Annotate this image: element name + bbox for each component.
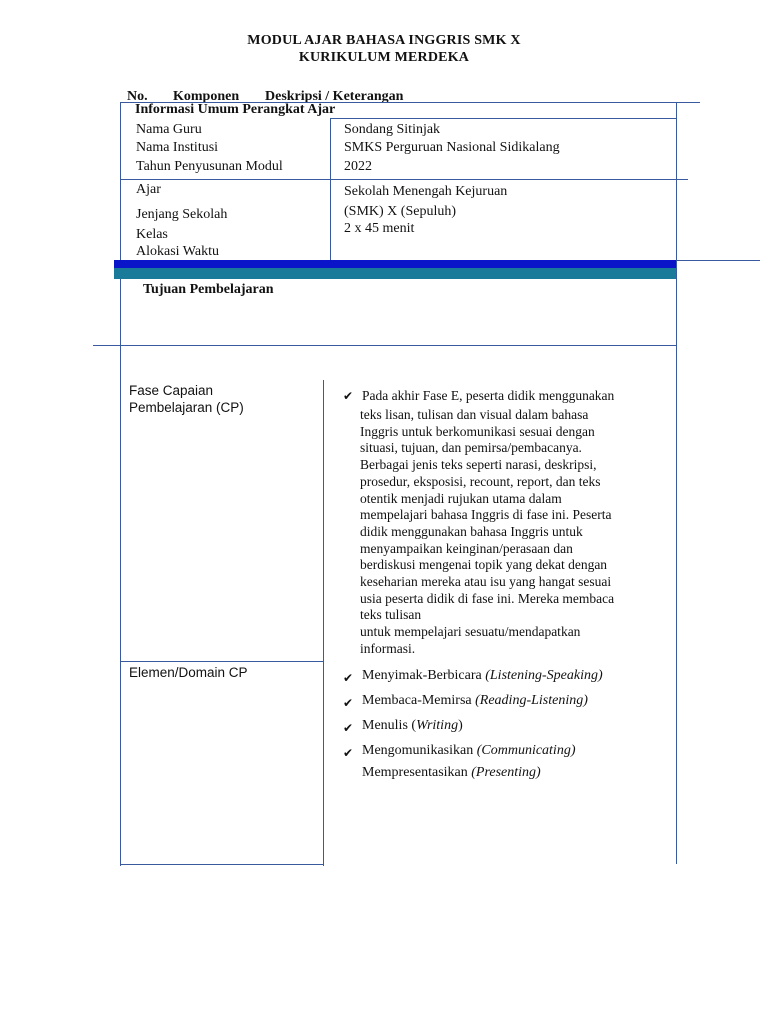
fase-cp-label-line1: Fase Capaian [129, 383, 214, 398]
cp-line: Inggris untuk berkomunikasi sesuai dengan [360, 423, 595, 439]
checkmark-icon: ✔ [343, 696, 354, 710]
elemen-item-english: (Listening-Speaking) [485, 668, 603, 683]
info-value-sekolah: Sekolah Menengah Kejuruan [344, 184, 508, 199]
cp-line: teks lisan, tulisan dan visual dalam bahasa [360, 407, 589, 422]
rule-cp-bottom [120, 661, 323, 662]
header-no: No. [127, 89, 148, 104]
elemen-item-extra [362, 765, 541, 781]
elemen-item-english: (Communicating) [476, 743, 576, 758]
info-value-tahun: 2022 [344, 159, 372, 174]
section-info-heading: Informasi Umum Perangkat Ajar [135, 102, 336, 117]
divider-cp [323, 380, 324, 866]
elemen-item-suffix: ) [458, 718, 463, 733]
rule-tujuan-bottom [93, 345, 676, 346]
border-right [676, 102, 677, 864]
elemen-item [362, 743, 575, 759]
elemen-item [362, 693, 588, 709]
cp-line: mempelajari bahasa Inggris di fase ini. Peserta [360, 507, 612, 523]
divider-info [330, 118, 331, 268]
elemen-item-text: Menyimak-Berbicara [362, 668, 486, 683]
rule-table-bottom [120, 864, 323, 865]
section-tujuan-heading: Tujuan Pembelajaran [143, 282, 274, 297]
elemen-item [362, 668, 603, 684]
rule-info-value-top [330, 118, 676, 119]
info-label-kelas: Kelas [136, 227, 168, 242]
info-value-nama-guru: Sondang Sitinjak [344, 122, 441, 137]
cp-line: Berbagai jenis teks seperti narasi, deskripsi, [360, 457, 597, 473]
document-title: MODUL AJAR BAHASA INGGRIS SMK X [247, 33, 521, 48]
cp-line: situasi, tujuan, dan pemirsa/pembacanya. [360, 440, 582, 456]
elemen-item-text: Menulis ( [362, 718, 417, 733]
rule-right-stub [676, 260, 760, 261]
fase-cp-label-line2: Pembelajaran (CP) [129, 400, 244, 415]
border-left [120, 102, 121, 866]
cp-line: berdiskusi mengenai topik yang dekat dengan [360, 557, 608, 573]
elemen-item-text: Membaca-Memirsa [362, 693, 476, 708]
elemen-item-english: (Reading-Listening) [475, 693, 588, 708]
cp-line: otentik menjadi rujukan utama dalam [360, 490, 562, 506]
document-subtitle: KURIKULUM MERDEKA [298, 50, 470, 65]
cp-line: menyampaikan keinginan/perasaan dan [360, 540, 573, 556]
rule-info-middle [120, 179, 688, 180]
info-label-nama-guru: Nama Guru [136, 122, 202, 137]
elemen-item-english: Writing [416, 718, 459, 733]
info-label-nama-institusi: Nama Institusi [136, 140, 219, 155]
header-deskripsi: Deskripsi / Keterangan [265, 89, 404, 104]
checkmark-icon: ✔ [343, 389, 354, 403]
cp-line: didik menggunakan bahasa Inggris untuk [360, 523, 583, 539]
fase-cp-description [360, 407, 614, 658]
elemen-item [362, 718, 463, 734]
info-label-jenjang: Jenjang Sekolah [136, 207, 228, 222]
cp-line: teks tulisan [360, 607, 422, 623]
info-value-kelas: (SMK) X (Sepuluh) [344, 204, 456, 219]
cp-line: informasi. [360, 640, 416, 656]
section-bar-blue [114, 260, 676, 268]
info-value-nama-institusi: SMKS Perguruan Nasional Sidikalang [344, 140, 560, 155]
info-label-tahun: Tahun Penyusunan Modul [136, 159, 283, 174]
elemen-item-english: (Presenting) [471, 765, 541, 780]
elemen-cp-label: Elemen/Domain CP [129, 665, 248, 680]
checkmark-icon: ✔ [343, 721, 354, 735]
cp-line: usia peserta didik di fase ini. Mereka membaca [360, 590, 615, 606]
fase-cp-text-first-line: Pada akhir Fase E, peserta didik menggunakan [362, 388, 615, 403]
info-label-alokasi: Alokasi Waktu [136, 244, 219, 259]
section-bar-teal [114, 268, 676, 279]
header-komponen: Komponen [173, 89, 240, 104]
cp-line: keseharian mereka atau isu yang hangat sesuai [360, 574, 612, 590]
elemen-item-text: Mempresentasikan [362, 765, 472, 780]
info-label-ajar: Ajar [136, 182, 161, 197]
cp-line: prosedur, eksposisi, recount, report, dan teks [360, 473, 601, 489]
checkmark-icon: ✔ [343, 746, 354, 760]
elemen-item-text: Mengomunikasikan [362, 743, 477, 758]
cp-line: untuk mempelajari sesuatu/mendapatkan [360, 624, 581, 640]
info-value-alokasi: 2 x 45 menit [344, 221, 415, 236]
checkmark-icon: ✔ [343, 671, 354, 685]
